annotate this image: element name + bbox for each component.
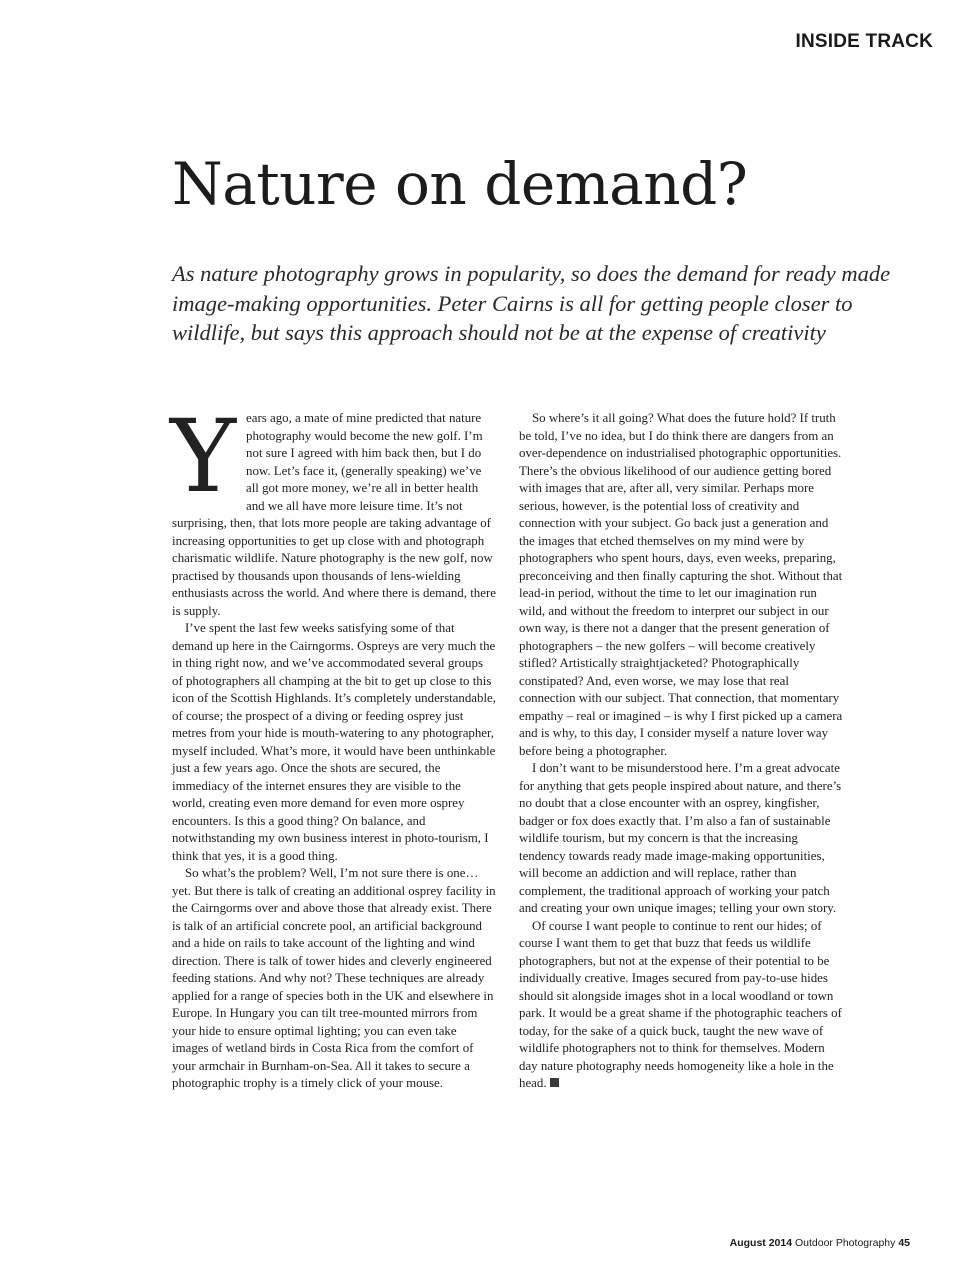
paragraph-text: ears ago, a mate of mine predicted that nature photography would become the new golf. I’m not sure I agreed with him back then, but I do now. Let’s face it, (generally speaking) we’ve all got more money, we’re all in better health and we all have more leisure time. It’s not surprising, then, that lots more people are taking advantage of increasing opportunities to get up close with and photograph charismatic wildlife. Nature photography is the new golf, now practised by thousands upon thousands of lens-wielding enthusiasts across the world. And where there is demand, there is supply. xyxy=(172,411,496,618)
article-paragraph: I’ve spent the last few weeks satisfying some of that demand up here in the Cairngorms. Ospreys are very much the in thing right now, and we’ve accommodated several groups of photographers all champing at the bit to get up close to this icon of the Scottish Highlands. It’s completely understandable, of course; the prospect of a diving or feeding osprey just metres from your hide is mouth-watering to any photographer, myself included. What’s more, it would have been unthinkable just a few years ago. Once the shots are secured, the immediacy of the internet ensures they are visible to the world, creating even more demand for even more osprey encounters. Is this a good thing? On balance, and notwithstanding my own business interest in photo-tourism, I think that yes, it is a good thing. xyxy=(172,621,496,863)
article-standfirst: As nature photography grows in popularity, so does the demand for ready made image-making opportunities. Peter Cairns is all for getting people closer to wildlife, but says this approach should not be at the expense of creativity xyxy=(172,261,891,345)
footer-publication: Outdoor Photography xyxy=(794,1237,896,1249)
article-title: Nature on demand? xyxy=(172,150,748,218)
paragraph-text: Of course I want people to continue to rent our hides; of course I want them to get that buzz that feeds us wildlife photographers, but not at the expense of their potential to be individually creative. Images secured from pay-to-use hides should sit alongside images shot in a local woodland or town park. It would be a great shame if the photographic teachers of today, for the sake of a quick buck, taught the new wave of wildlife photographers not to think for themselves. Modern day nature photography needs homogeneity like a hole in the head. xyxy=(519,918,842,1090)
page-footer xyxy=(730,1237,910,1249)
article-paragraph: I don’t want to be misunderstood here. I’m a great advocate for anything that gets people inspired about nature, and there’s no doubt that a close encounter with an osprey, kingfisher, badger or fox does exactly that. I’m also a fan of sustainable wildlife tourism, but my concern is that the increasing tendency towards ready made image-making opportunities, will become an addiction and will replace, rather than complement, the traditional approach of working your patch and creating your own unique images; telling your own story. xyxy=(519,761,842,915)
article-column-right xyxy=(519,410,843,1093)
article-paragraph: So what’s the problem? Well, I’m not sure there is one… yet. But there is talk of creating an additional osprey facility in the Cairngorms over and above those that already exist. There is talk of an artificial concrete pool, an artificial background and a hide on rails to take account of the lighting and wind direction. There is talk of tower hides and cleverly engineered feeding stations. And why not? These techniques are already applied for a range of species both in the UK and elsewhere in Europe. In Hungary you can tilt tree-mounted mirrors from your hide to ensure optimal lighting; you can even take images of wetland birds in Costa Rica from the comfort of your armchair in Burnham-on-Sea. All it takes to secure a photographic trophy is a timely click of your mouse. xyxy=(172,866,496,1090)
article-paragraph xyxy=(170,398,496,620)
article-column-left xyxy=(170,398,496,1093)
end-of-article-mark xyxy=(550,1078,559,1087)
article-paragraph xyxy=(519,918,843,1093)
footer-page-number: 45 xyxy=(898,1237,910,1249)
drop-cap: Y xyxy=(170,398,237,515)
section-tag: INSIDE TRACK xyxy=(795,31,933,52)
footer-date: August 2014 xyxy=(729,1237,793,1249)
article-paragraph: So where’s it all going? What does the future hold? If truth be told, I’ve no idea, but I do think there are dangers from an over-dependence on industrialised photographic opportunities. There’s the obvious likelihood of our audience getting bored with images that are, after all, very similar. Perhaps more serious, however, is the potential loss of creativity and connection with your subject. Go back just a generation and the images that etched themselves on my mind were by photographers who spent hours, days, even weeks, preparing, preconceiving and then finally capturing the shot. Without that lead-in period, without the time to let our imagination run wild, and without the freedom to interpret our subject in our own way, is there not a danger that the present generation of photographers – the new golfers – will become creatively stifled? Artistically straightjacketed? Photographically constipated? And, even worse, we may lose that real connection with our subject. That connection, that momentary empathy – real or imagined – is why I first picked up a camera and is why, to this day, I consider myself a nature lover way before being a photographer. xyxy=(519,411,843,758)
